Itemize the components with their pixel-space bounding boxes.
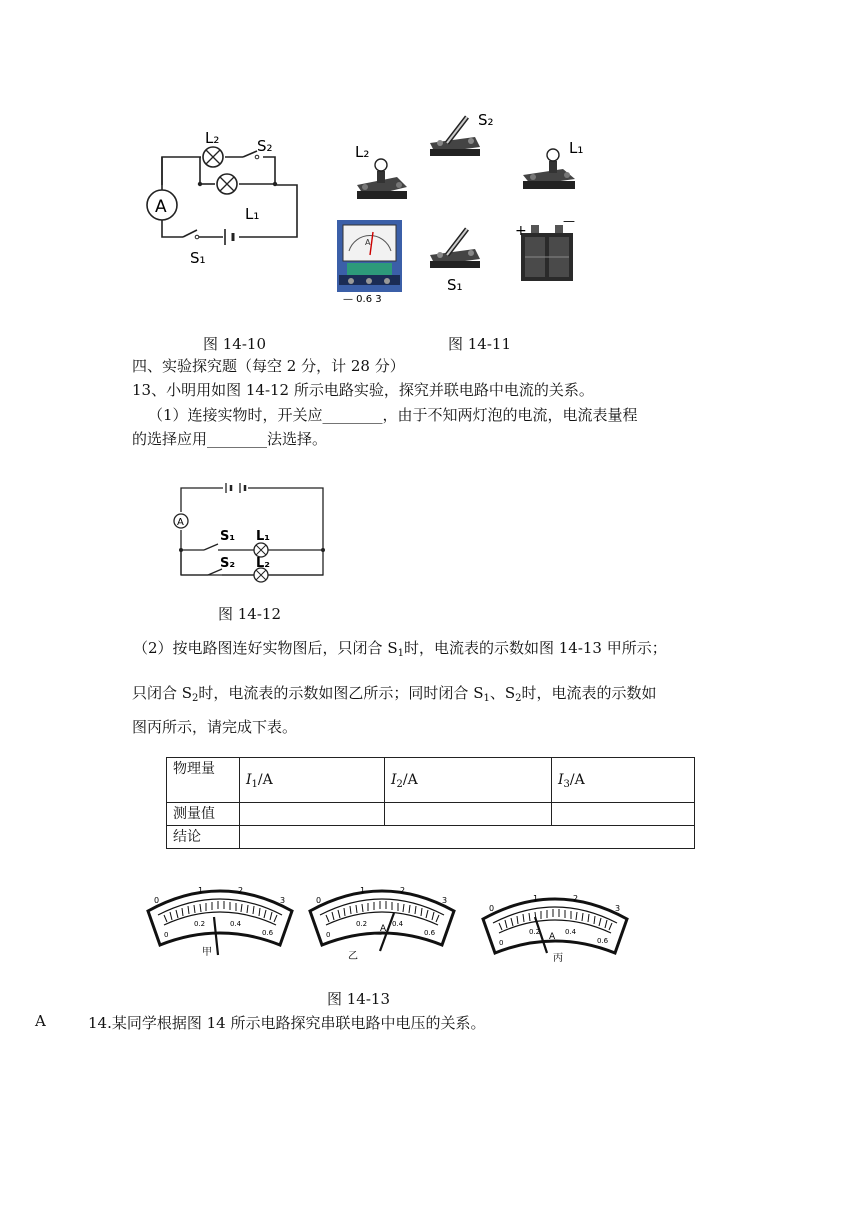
- q13-part2-line1: （2）按电路图连好实物图后，只闭合 $S_1$时，电流表的示数如图 14-13 甲所示；: [133, 639, 667, 659]
- svg-text:1: 1: [360, 886, 366, 895]
- table-cell-I1-value[interactable]: [240, 803, 385, 826]
- table-cell-I3-value[interactable]: [552, 803, 695, 826]
- svg-text:3: 3: [615, 904, 621, 913]
- S1-label-2: S₁: [220, 529, 236, 544]
- L2-label-2: L₂: [256, 556, 270, 571]
- S1-label: S₁: [190, 249, 206, 267]
- svg-text:0: 0: [154, 896, 160, 905]
- meter-jia: [148, 886, 292, 958]
- svg-text:2: 2: [573, 894, 579, 903]
- S2-label-2: S₂: [220, 556, 236, 571]
- q14-margin-marker: A: [35, 1012, 46, 1030]
- svg-text:0.2: 0.2: [356, 920, 368, 928]
- figure-14-11-components: [335, 105, 595, 305]
- svg-text:1: 1: [533, 894, 539, 903]
- svg-text:3: 3: [442, 896, 448, 905]
- table-row-conclusion-label: 结论: [167, 826, 240, 849]
- battery-minus-label: —: [563, 214, 575, 228]
- lamp-L2-device: [357, 159, 407, 199]
- switch-S2-device: [430, 117, 480, 156]
- q13-stem: 13、小明用如图 14-12 所示电路实验，探究并联电路中电流的关系。: [132, 381, 594, 399]
- svg-text:0: 0: [326, 931, 331, 939]
- svg-text:0.4: 0.4: [565, 928, 577, 936]
- ammeter-label-2: A: [177, 517, 184, 528]
- L1-label-2: L₁: [256, 529, 270, 544]
- table-header-quantity: 物理量: [167, 758, 240, 803]
- svg-text:2: 2: [238, 886, 244, 895]
- svg-text:0.4: 0.4: [230, 920, 242, 928]
- battery-plus-label: +: [515, 223, 527, 239]
- svg-text:0.6: 0.6: [262, 929, 274, 937]
- meter-label-yi: 乙: [348, 951, 358, 962]
- figure-14-12-caption: 图 14-12: [218, 605, 282, 623]
- measurement-table: [166, 757, 695, 849]
- svg-text:0: 0: [316, 896, 322, 905]
- battery-device: [521, 225, 573, 281]
- table-header-I1: $I_1/A$: [240, 758, 385, 803]
- svg-text:0: 0: [489, 904, 495, 913]
- ammeter-terminal-labels: — 0.6 3: [343, 294, 382, 305]
- figure-14-10-circuit: [135, 125, 310, 275]
- section-heading: 四、实验探究题（每空 2 分，计 28 分）: [132, 357, 405, 375]
- device-S2-label: S₂: [478, 111, 494, 129]
- table-header-I2: $I_2/A$: [385, 758, 552, 803]
- q13-part2-line2: 只闭合 $S_2$时，电流表的示数如图乙所示；同时闭合 $S_1$、$S_2$时，电流表的示数如: [132, 684, 657, 704]
- table-header-I3: $I_3/A$: [552, 758, 695, 803]
- figure-14-10-caption: 图 14-10: [203, 335, 267, 353]
- svg-text:0: 0: [164, 931, 169, 939]
- q14-text: 14.某同学根据图 14 所示电路探究串联电路中电压的关系。: [88, 1014, 486, 1032]
- meter-label-bing: 丙: [553, 953, 563, 964]
- L2-label: L₂: [205, 129, 220, 147]
- figure-14-11-caption: 图 14-11: [448, 335, 512, 353]
- svg-text:0.2: 0.2: [529, 928, 541, 936]
- q13-part1-line1: （1）连接实物时，开关应________，由于不知两灯泡的电流，电流表量程: [148, 406, 638, 424]
- svg-text:A: A: [549, 932, 556, 942]
- switch-S1-device: [430, 229, 480, 268]
- ammeter-label: A: [155, 197, 167, 217]
- svg-text:0: 0: [499, 939, 504, 947]
- device-L2-label: L₂: [355, 143, 370, 161]
- figure-14-12-circuit: [168, 480, 333, 585]
- svg-text:0.2: 0.2: [194, 920, 206, 928]
- svg-text:3: 3: [280, 896, 286, 905]
- meter-bing: [483, 894, 627, 964]
- table-cell-conclusion[interactable]: [240, 826, 695, 849]
- meter-label-jia: 甲: [202, 947, 212, 958]
- q13-part2-line3: 图丙所示，请完成下表。: [132, 718, 298, 736]
- svg-text:A: A: [365, 238, 371, 247]
- lamp-L1-device: [523, 149, 575, 189]
- L1-label: L₁: [245, 205, 260, 223]
- table-row-measured-label: 测量值: [167, 803, 240, 826]
- figure-14-13-caption: 图 14-13: [327, 990, 391, 1008]
- q13-part1-line2: 的选择应用________法选择。: [132, 430, 328, 448]
- meter-yi: [310, 886, 454, 962]
- device-S1-label: S₁: [447, 276, 463, 294]
- meter-unit-A: A: [380, 924, 387, 934]
- S2-label: S₂: [257, 137, 273, 155]
- svg-text:2: 2: [400, 886, 406, 895]
- svg-text:1: 1: [198, 886, 204, 895]
- svg-text:0.6: 0.6: [597, 937, 609, 945]
- device-L1-label: L₁: [569, 139, 584, 157]
- ammeter-device: [337, 220, 402, 292]
- figure-14-13-meters: [140, 865, 640, 965]
- table-cell-I2-value[interactable]: [385, 803, 552, 826]
- svg-text:0.4: 0.4: [392, 920, 404, 928]
- svg-text:0.6: 0.6: [424, 929, 436, 937]
